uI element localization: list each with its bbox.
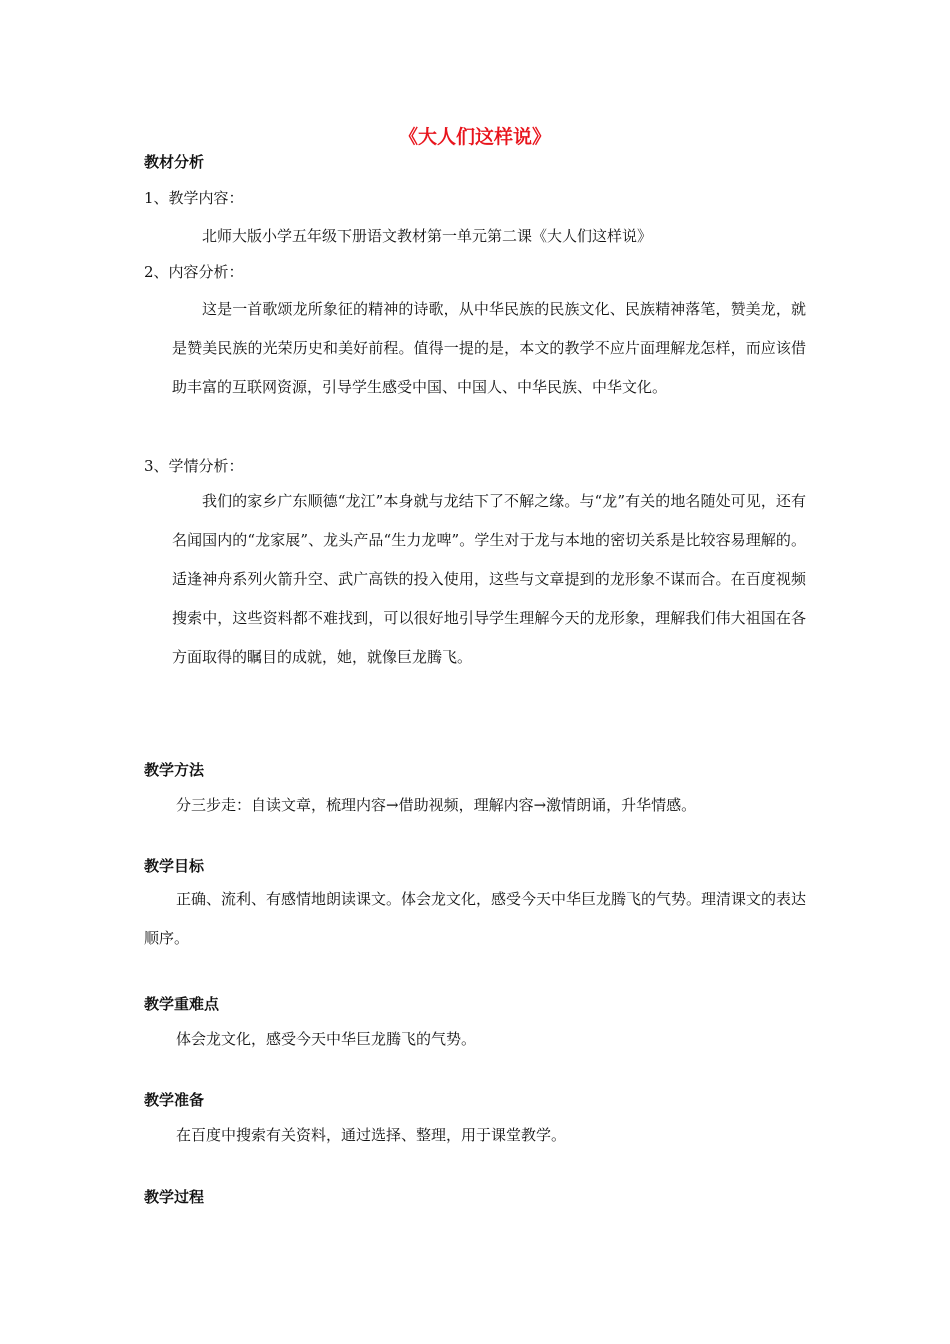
section-heading-material-analysis: 教材分析 — [144, 153, 205, 171]
item-content-analysis-label: 2、内容分析： — [144, 263, 244, 281]
preparation-text: 在百度中搜索有关资料，通过选择、整理，用于课堂教学。 — [176, 1126, 567, 1144]
section-heading-process: 教学过程 — [144, 1188, 205, 1206]
item-teaching-content-label: 1、教学内容： — [144, 189, 244, 207]
method-text: 分三步走：自读文章，梳理内容→借助视频，理解内容→激情朗诵，升华情感。 — [176, 796, 697, 814]
section-heading-key-points: 教学重难点 — [144, 995, 220, 1013]
item-teaching-content-text: 北师大版小学五年级下册语文教材第一单元第二课《大人们这样说》 — [202, 227, 653, 245]
section-heading-preparation: 教学准备 — [144, 1091, 205, 1109]
key-points-text: 体会龙文化，感受今天中华巨龙腾飞的气势。 — [176, 1030, 477, 1048]
goals-text: 正确、流利、有感情地朗读课文。体会龙文化，感受今天中华巨龙腾飞的气势。理清课文的表达顺序。 — [144, 890, 807, 947]
item-content-analysis-text: 这是一首歌颂龙所象征的精神的诗歌，从中华民族的民族文化、民族精神落笔，赞美龙，就是赞美民族的光荣历史和美好前程。值得一提的是，本文的教学不应片面理解龙怎样，而应该借助丰富的互联网资源，引导学生感受中国、中国人、中华民族、中华文化。 — [172, 300, 806, 396]
item-learning-analysis-label: 3、学情分析： — [144, 457, 244, 475]
section-heading-method: 教学方法 — [144, 761, 205, 779]
section-heading-goals: 教学目标 — [144, 857, 205, 875]
document-title: 《大人们这样说》 — [398, 126, 551, 148]
item-learning-analysis-text: 我们的家乡广东顺德“龙江”本身就与龙结下了不解之缘。与“龙”有关的地名随处可见，还有名闻国内的“龙家展”、龙头产品“生力龙啤”。学生对于龙与本地的密切关系是比较容易理解的。适逢神舟系列火箭升空、武广高铁的投入使用，这些与文章提到的龙形象不谋而合。在百度视频搜索中，这些资料都不难找到，可以很好地引导学生理解今天的龙形象，理解我们伟大祖国在各方面取得的瞩目的成就，她，就像巨龙腾飞。 — [172, 492, 806, 666]
